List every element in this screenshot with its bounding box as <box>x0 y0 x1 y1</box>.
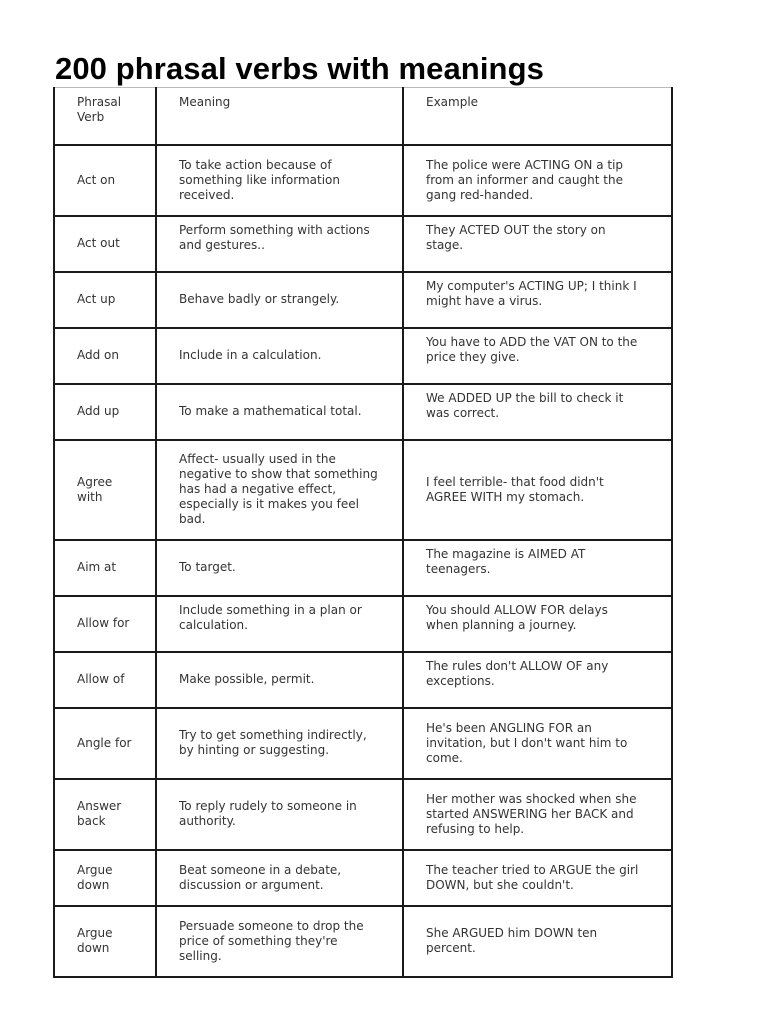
verb-cell <box>54 779 156 850</box>
cell-text-line: Persuade someone to drop the <box>179 918 364 933</box>
meaning-cell <box>156 779 403 850</box>
cell-text-line: authority. <box>179 814 236 828</box>
cell-text-line: He's been ANGLING FOR an <box>426 720 592 735</box>
header-cell-example <box>403 88 672 145</box>
cell-text-line: price they give. <box>426 349 520 364</box>
cell-text-line: My computer's ACTING UP; I think I <box>426 278 637 293</box>
table-row <box>54 216 672 272</box>
meaning-cell <box>156 145 403 216</box>
cell-text-line: exceptions. <box>426 673 495 688</box>
verb-cell <box>54 850 156 906</box>
cell-text-line: You should ALLOW FOR delays <box>426 602 608 617</box>
meaning-cell <box>156 272 403 328</box>
verb-cell <box>54 145 156 216</box>
cell-text-line: and gestures.. <box>179 237 265 252</box>
verb-cell <box>54 596 156 652</box>
page-title: 200 phrasal verbs with meanings <box>55 51 544 86</box>
cell-text-line: You have to ADD the VAT ON to the <box>426 334 638 349</box>
cell-text-line: We ADDED UP the bill to check it <box>426 390 624 405</box>
example-cell <box>403 540 672 596</box>
cell-text-line: She ARGUED him DOWN ten <box>426 926 598 940</box>
cell-text-line: Act on <box>77 172 116 187</box>
table-row <box>54 779 672 850</box>
cell-text-line: by hinting or suggesting. <box>179 743 330 757</box>
cell-text-line: Perform something with actions <box>179 222 370 237</box>
cell-text-line: Affect- usually used in the <box>179 452 336 466</box>
example-cell <box>403 216 672 272</box>
cell-text-line: Argue <box>77 926 113 940</box>
phrasal-verbs-table <box>53 87 673 978</box>
verb-cell <box>54 328 156 384</box>
cell-text-line: Make possible, permit. <box>179 672 315 686</box>
cell-text-line: To make a mathematical total. <box>179 404 362 418</box>
example-cell <box>403 328 672 384</box>
verb-cell <box>54 708 156 779</box>
cell-text-line: was correct. <box>426 405 500 420</box>
cell-text-line: come. <box>426 750 463 765</box>
table-row <box>54 384 672 440</box>
verb-cell <box>54 906 156 977</box>
meaning-cell <box>156 906 403 977</box>
cell-text-line: To take action because of <box>179 157 332 172</box>
example-cell <box>403 272 672 328</box>
cell-text-line: teenagers. <box>426 561 491 576</box>
cell-text-line: Phrasal <box>77 95 122 109</box>
cell-text-line: back <box>77 814 106 828</box>
table-row <box>54 652 672 708</box>
example-cell <box>403 596 672 652</box>
cell-text-line: Add up <box>77 404 120 418</box>
verb-cell <box>54 652 156 708</box>
cell-text-line: Act out <box>77 236 120 250</box>
example-cell <box>403 850 672 906</box>
table-row <box>54 906 672 977</box>
cell-text-line: The teacher tried to ARGUE the girl <box>426 862 639 877</box>
verb-cell <box>54 272 156 328</box>
cell-text-line: bad. <box>179 512 206 526</box>
cell-text-line: Agree <box>77 474 113 489</box>
example-cell <box>403 652 672 708</box>
example-cell <box>403 708 672 779</box>
header-cell-meaning <box>156 88 403 145</box>
cell-text-line: I feel terrible- that food didn't <box>426 474 604 489</box>
cell-text-line: AGREE WITH my stomach. <box>426 489 585 504</box>
cell-text-line: calculation. <box>179 617 248 632</box>
cell-text-line: stage. <box>426 237 464 252</box>
table-header-row <box>54 88 672 145</box>
cell-text-line: percent. <box>426 941 476 955</box>
cell-text-line: The police were ACTING ON a tip <box>426 157 624 172</box>
cell-text-line: negative to show that something <box>179 467 378 481</box>
table-row <box>54 596 672 652</box>
cell-text-line: selling. <box>179 948 222 963</box>
cell-text-line: down <box>77 941 110 955</box>
cell-text-line: from an informer and caught the <box>426 172 623 187</box>
meaning-cell <box>156 384 403 440</box>
cell-text-line: Try to get something indirectly, <box>179 728 367 742</box>
meaning-cell <box>156 652 403 708</box>
cell-text-line: DOWN, but she couldn't. <box>426 877 574 892</box>
cell-text-line: Aim at <box>77 560 117 574</box>
meaning-cell <box>156 596 403 652</box>
table-row <box>54 708 672 779</box>
cell-text-line: To reply rudely to someone in <box>179 799 357 813</box>
table-row <box>54 440 672 540</box>
cell-text-line: Allow of <box>77 672 125 686</box>
cell-text-line: Allow for <box>77 616 130 630</box>
cell-text-line: price of something they're <box>179 933 338 948</box>
example-cell <box>403 906 672 977</box>
cell-text-line: The magazine is AIMED AT <box>426 546 586 561</box>
example-cell <box>403 145 672 216</box>
header-cell-phrasal-verb <box>54 88 156 145</box>
meaning-cell <box>156 850 403 906</box>
meaning-cell <box>156 540 403 596</box>
cell-text-line: Beat someone in a debate, <box>179 862 342 877</box>
cell-text-line: Include in a calculation. <box>179 348 322 362</box>
cell-text-line: Example <box>426 95 479 109</box>
cell-text-line: invitation, but I don't want him to <box>426 735 628 750</box>
cell-text-line: Meaning <box>179 95 231 109</box>
example-cell <box>403 440 672 540</box>
example-cell <box>403 779 672 850</box>
cell-text-line: discussion or argument. <box>179 877 324 892</box>
cell-text-line: Answer <box>77 799 122 813</box>
cell-text-line: Act up <box>77 292 116 306</box>
meaning-cell <box>156 216 403 272</box>
verb-cell <box>54 384 156 440</box>
cell-text-line: something like information <box>179 172 340 187</box>
cell-text-line: with <box>77 489 103 504</box>
cell-text-line: Behave badly or strangely. <box>179 292 340 306</box>
example-cell <box>403 384 672 440</box>
cell-text-line: when planning a journey. <box>426 617 577 632</box>
table-row <box>54 540 672 596</box>
cell-text-line: refusing to help. <box>426 821 525 836</box>
meaning-cell <box>156 328 403 384</box>
cell-text-line: Add on <box>77 348 119 362</box>
cell-text-line: Argue <box>77 862 113 877</box>
cell-text-line: gang red-handed. <box>426 187 534 202</box>
cell-text-line: might have a virus. <box>426 293 543 308</box>
cell-text-line: started ANSWERING her BACK and <box>426 806 634 821</box>
cell-text-line: Include something in a plan or <box>179 602 362 617</box>
verb-cell <box>54 440 156 540</box>
verb-cell <box>54 216 156 272</box>
table-row <box>54 328 672 384</box>
cell-text-line: especially is it makes you feel <box>179 497 359 511</box>
cell-text-line: Angle for <box>77 735 132 750</box>
cell-text-line: Verb <box>77 110 105 124</box>
cell-text-line: received. <box>179 187 235 202</box>
cell-text-line: Her mother was shocked when she <box>426 791 637 806</box>
cell-text-line: down <box>77 877 110 892</box>
table-row <box>54 850 672 906</box>
meaning-cell <box>156 440 403 540</box>
cell-text-line: To target. <box>179 560 236 574</box>
cell-text-line: has had a negative effect, <box>179 482 337 496</box>
cell-text-line: They ACTED OUT the story on <box>426 222 606 237</box>
table-row <box>54 145 672 216</box>
table-row <box>54 272 672 328</box>
meaning-cell <box>156 708 403 779</box>
cell-text-line: The rules don't ALLOW OF any <box>426 658 609 673</box>
verb-cell <box>54 540 156 596</box>
